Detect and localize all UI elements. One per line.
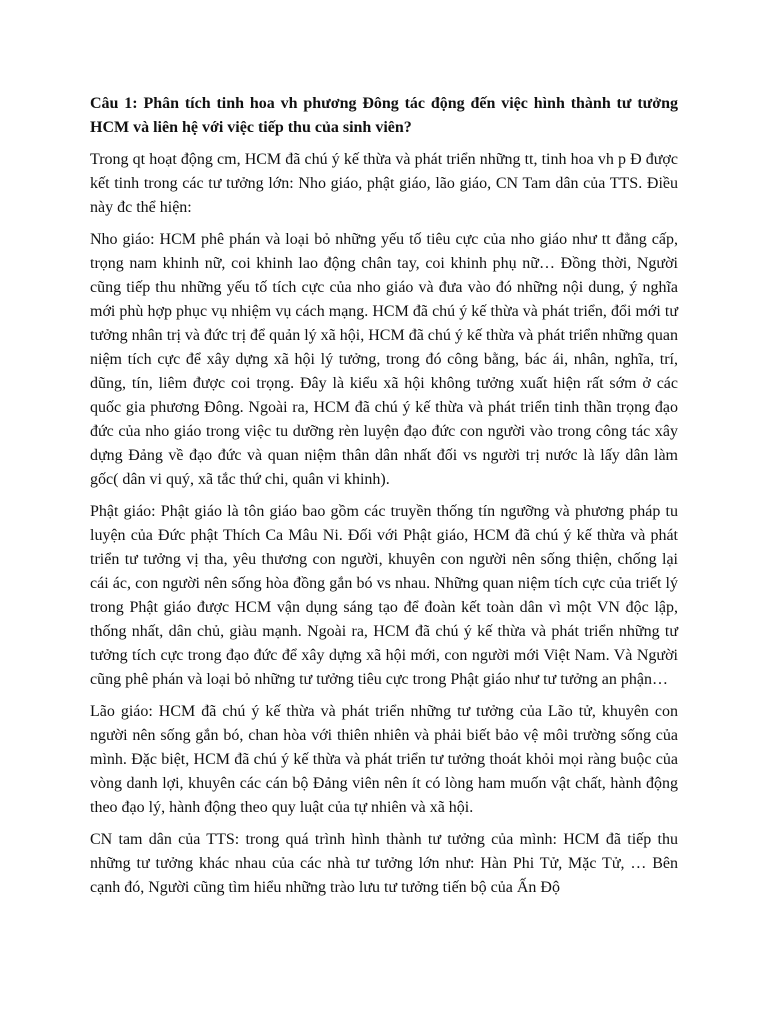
buddhism-paragraph: Phật giáo: Phật giáo là tôn giáo bao gồm các truyền thống tín ngưỡng và phương pháp tu luyện của Đức phật Thích Ca Mâu Ni. Đối với Phật giáo, HCM đã chú ý kế thừa và phát triển tư tưởng vị tha, yêu thương con người, khuyên con người nên sống thiện, chống lại cái ác, con người nên sống hòa đồng gắn bó vs nhau. Những quan niệm tích cực của triết lý trong Phật giáo được HCM vận dụng sáng tạo để đoàn kết toàn dân vì một VN độc lập, thống nhất, dân chủ, giàu mạnh. Ngoài ra, HCM đã chú ý kế thừa và phát triển những tư tưởng tích cực trong đạo đức để xây dựng xã hội mới, con người mới Việt Nam. Và Người cũng phê phán và loại bỏ những tư tưởng tiêu cực trong Phật giáo như tư tưởng an phận… bbox=[90, 503, 678, 688]
question-heading: Câu 1: Phân tích tinh hoa vh phương Đông tác động đến việc hình thành tư tưởng HCM và liên hệ với việc tiếp thu của sinh viên? bbox=[90, 95, 678, 136]
confucianism-paragraph: Nho giáo: HCM phê phán và loại bỏ những yếu tố tiêu cực của nho giáo như tt đẳng cấp, trọng nam khinh nữ, coi khinh lao động chân tay, coi khinh phụ nữ… Đồng thời, Người cũng tiếp thu những yếu tố tích cực của nho giáo và đưa vào đó những nội dung, ý nghĩa mới phù hợp phục vụ nhiệm vụ cách mạng. HCM đã chú ý kế thừa và phát triển, đổi mới tư tưởng nhân trị và đức trị để quản lý xã hội, HCM đã chú ý kế thừa và phát triển những quan niệm tích cực để xây dựng xã hội lý tưởng, trong đó công bằng, bác ái, nhân, nghĩa, trí, dũng, tín, liêm được coi trọng. Đây là kiểu xã hội không tưởng xuất hiện rất sớm ở các quốc gia phương Đông. Ngoài ra, HCM đã chú ý kế thừa và phát triển tinh thần trọng đạo đức của nho giáo trong việc tu dưỡng rèn luyện đạo đức con người vào trong công tác xây dựng Đảng về đạo đức và quan niệm thân dân nhất đối vs người trị nước là lấy dân làm gốc( dân vi quý, xã tắc thứ chi, quân vi khinh). bbox=[90, 231, 678, 488]
three-principles-paragraph: CN tam dân của TTS: trong quá trình hình thành tư tưởng của mình: HCM đã tiếp thu những tư tưởng khác nhau của các nhà tư tưởng lớn như: Hàn Phi Tử, Mặc Tử, … Bên cạnh đó, Người cũng tìm hiểu những trào lưu tư tưởng tiến bộ của Ấn Độ bbox=[90, 831, 678, 896]
document-page bbox=[90, 92, 678, 908]
taoism-paragraph: Lão giáo: HCM đã chú ý kế thừa và phát triển những tư tưởng của Lão tử, khuyên con người nên sống gắn bó, chan hòa với thiên nhiên và phải biết bảo vệ môi trường sống của mình. Đặc biệt, HCM đã chú ý kế thừa và phát triển tư tưởng thoát khỏi mọi ràng buộc của vòng danh lợi, khuyên các cán bộ Đảng viên nên ít có lòng ham muốn vật chất, hành động theo đạo lý, hành động theo quy luật của tự nhiên và xã hội. bbox=[90, 703, 678, 816]
intro-paragraph: Trong qt hoạt động cm, HCM đã chú ý kế thừa và phát triển những tt, tinh hoa vh p Đ được kết tinh trong các tư tưởng lớn: Nho giáo, phật giáo, lão giáo, CN Tam dân của TTS. Điều này đc thể hiện: bbox=[90, 151, 678, 216]
